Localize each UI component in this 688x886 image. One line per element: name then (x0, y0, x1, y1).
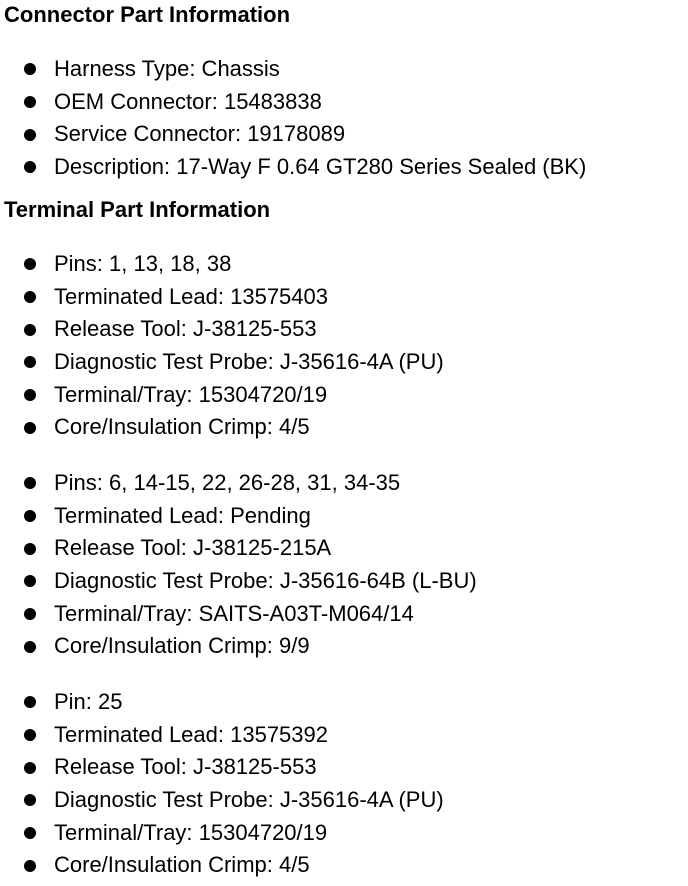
bullet-icon (24, 510, 36, 522)
bullet-icon (24, 794, 36, 806)
bullet-icon (24, 477, 36, 489)
list-item-text: Pins: 1, 13, 18, 38 (54, 251, 232, 276)
list-item-text: Pins: 6, 14-15, 22, 26-28, 31, 34-35 (54, 470, 401, 495)
list-item-text: Release Tool: J-38125-215A (54, 535, 332, 561)
terminal-heading: Terminal Part Information (4, 197, 271, 222)
list-item-text: Terminal/Tray: SAITS-A03T-M064/14 (54, 600, 414, 626)
bullet-icon (24, 729, 36, 741)
list-item-text: Core/Insulation Crimp: 9/9 (54, 633, 310, 659)
list-item-text: Diagnostic Test Probe: J-35616-64B (L-BU) (54, 568, 477, 594)
list-item-text: Release Tool: J-38125-553 (54, 754, 317, 780)
list-item-text: Core/Insulation Crimp: 4/5 (54, 414, 310, 440)
bullet-icon (24, 356, 36, 368)
list-item-text: Diagnostic Test Probe: J-35616-4A (PU) (54, 787, 444, 813)
list-item-text: Core/Insulation Crimp: 4/5 (54, 852, 310, 878)
bullet-icon (24, 324, 36, 336)
bullet-icon (24, 827, 36, 839)
list-item-text: Service Connector: 19178089 (54, 121, 346, 147)
bullet-icon (24, 96, 36, 108)
bullet-icon (24, 129, 36, 141)
list-item-text: Pin: 25 (54, 689, 123, 714)
list-item-text: Diagnostic Test Probe: J-35616-4A (PU) (54, 349, 444, 375)
bullet-icon (24, 422, 36, 434)
connector-heading: Connector Part Information (4, 2, 291, 27)
list-item-text: Terminated Lead: Pending (54, 502, 311, 528)
bullet-icon (24, 762, 36, 774)
bullet-icon (24, 63, 36, 75)
bullet-icon (24, 860, 36, 872)
bullet-icon (24, 161, 36, 173)
list-item-text: Description: 17-Way F 0.64 GT280 Series Sealed (BK) (54, 154, 587, 180)
list-item-text: OEM Connector: 15483838 (54, 88, 322, 114)
bullet-icon (24, 575, 36, 587)
bullet-icon (24, 291, 36, 303)
bullet-icon (24, 389, 36, 401)
list-item-text: Terminal/Tray: 15304720/19 (54, 381, 328, 407)
list-item-text: Terminated Lead: 13575392 (54, 721, 328, 747)
bullet-icon (24, 608, 36, 620)
bullet-icon (24, 641, 36, 653)
bullet-icon (24, 543, 36, 555)
bullet-icon (24, 258, 36, 270)
list-item-text: Terminal/Tray: 15304720/19 (54, 819, 328, 845)
list-item-text: Release Tool: J-38125-553 (54, 316, 317, 342)
list-item-text: Terminated Lead: 13575403 (54, 283, 328, 309)
bullet-icon (24, 696, 36, 708)
list-item-text: Harness Type: Chassis (54, 56, 280, 81)
